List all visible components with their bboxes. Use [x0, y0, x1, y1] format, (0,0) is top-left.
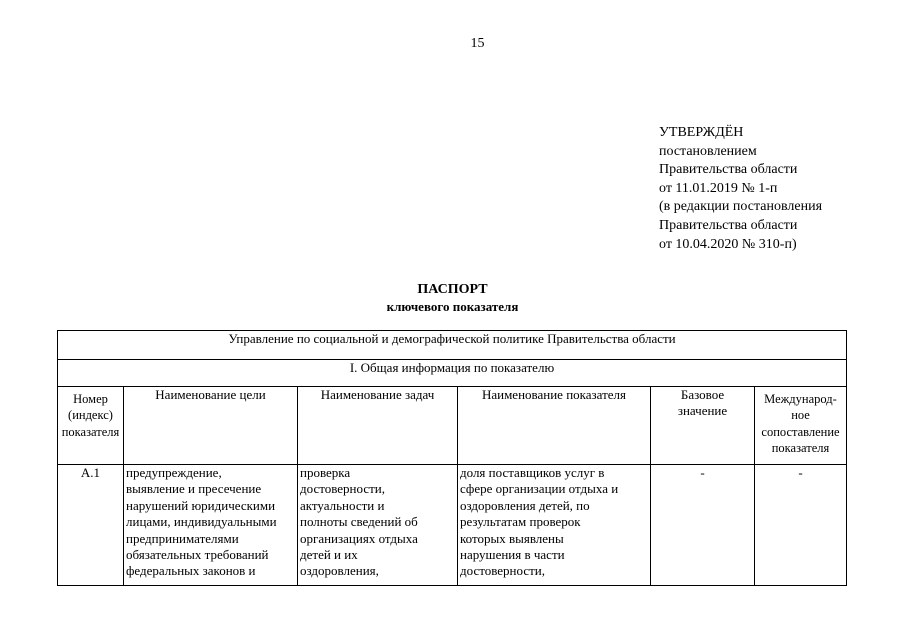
header-base-value: Базовое значение: [651, 387, 755, 465]
header-row: [58, 387, 847, 465]
passport-table: [57, 330, 847, 586]
title-main: ПАСПОРТ: [417, 282, 488, 297]
approval-line: от 11.01.2019 № 1-п: [659, 180, 778, 196]
cell-indicator: доля поставщиков услуг в сфере организации отдыха и оздоровления детей, по результатам проверок которых выявлены нарушения в части достоверности,: [458, 465, 651, 586]
page-number: 15: [470, 36, 485, 51]
header-goal: Наименование цели: [124, 387, 298, 465]
approval-line: Правительства области: [659, 217, 798, 233]
header-indicator: Наименование показателя: [458, 387, 651, 465]
cell-goal: предупреждение, выявление и пресечение нарушений юридическими лицами, индивидуальными предпринимателями обязательных требований федеральных законов и: [124, 465, 298, 586]
header-index: Номер (индекс) показателя: [58, 387, 124, 465]
department-cell: Управление по социальной и демографической политике Правительства области: [58, 331, 847, 360]
approval-line: от 10.04.2020 № 310-п): [659, 236, 797, 252]
table-row: [58, 465, 847, 586]
document-title: [0, 281, 905, 315]
approval-line: (в редакции постановления: [659, 199, 823, 215]
approval-block: [659, 124, 822, 254]
approval-line: Правительства области: [659, 162, 798, 178]
header-international: Международ- ное сопоставление показателя: [755, 387, 847, 465]
title-sub: ключевого показателя: [386, 299, 519, 314]
department-row: [58, 331, 847, 360]
cell-international: -: [755, 465, 847, 586]
cell-base-value: -: [651, 465, 755, 586]
approval-line: постановлением: [659, 143, 757, 159]
header-tasks: Наименование задач: [298, 387, 458, 465]
section-row: [58, 360, 847, 387]
cell-index: А.1: [58, 465, 124, 586]
approval-line: УТВЕРЖДЁН: [659, 125, 744, 140]
section-cell: I. Общая информация по показателю: [58, 360, 847, 387]
cell-tasks: проверка достоверности, актуальности и полноты сведений об организациях отдыха детей и их оздоровления,: [298, 465, 458, 586]
